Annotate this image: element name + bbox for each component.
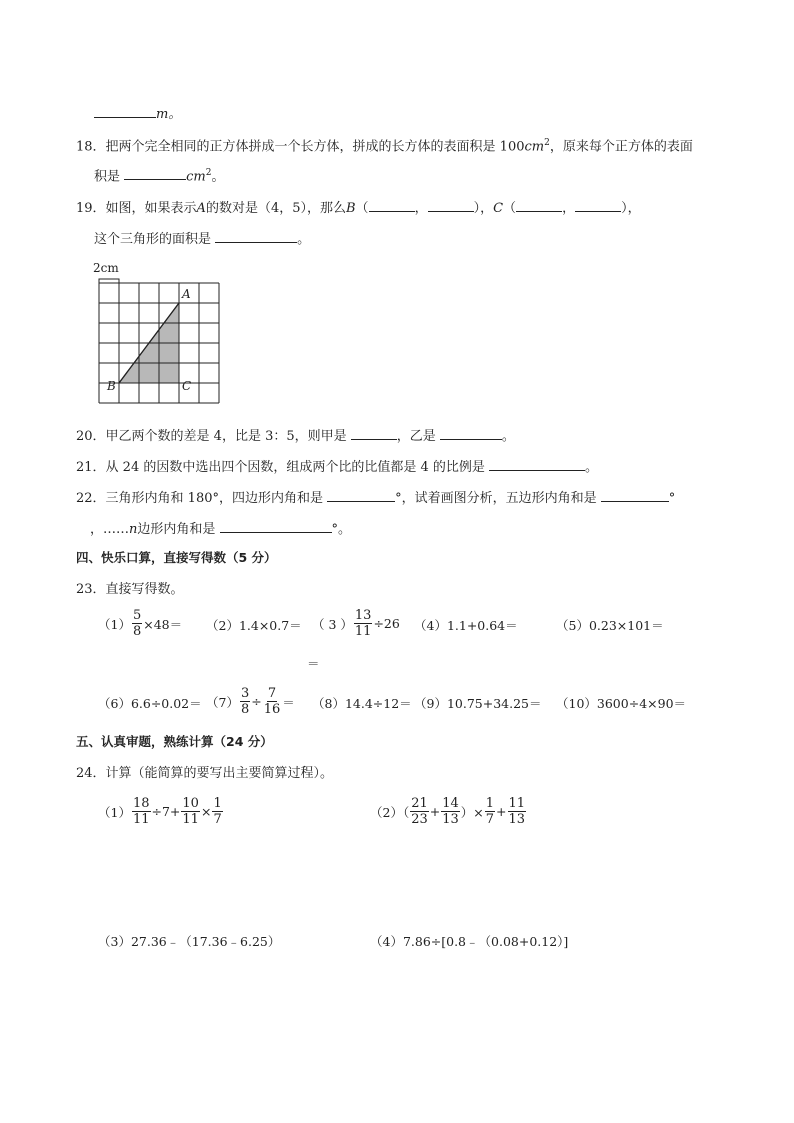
- answer-blank[interactable]: [351, 425, 397, 440]
- answer-blank[interactable]: [516, 197, 562, 212]
- grid-lines: [99, 283, 219, 403]
- question-22: 22．三角形内角和 180°，四边形内角和是 °，试着画图分析，五边形内角和是 °: [76, 487, 675, 508]
- fraction: $\frac{13}{11}$: [354, 608, 372, 639]
- calc-item-3-equals: ＝: [307, 656, 320, 671]
- calc-item-8: （8）14.4÷12＝: [312, 696, 412, 711]
- question-19: 19．如图，如果表示A的数对是（4，5），那么B（ ， ），C（ ， ），: [76, 197, 641, 218]
- answer-blank[interactable]: [124, 165, 186, 180]
- fraction: $\frac{10}{11}$: [182, 796, 199, 827]
- calc-item-1: （1） $\frac{5}{8}$ ×48＝: [98, 608, 183, 639]
- grid-figure: [90, 256, 230, 411]
- answer-blank[interactable]: [369, 197, 415, 212]
- fraction: $\frac{21}{23}$: [411, 796, 428, 827]
- question-18: 18．把两个完全相同的正方体拼成一个长方体，拼成的长方体的表面积是 $100cm^2$，原来每个正方体的表面: [76, 138, 693, 155]
- calc-item-3: （ 3 ） $\frac{13}{11}$ ÷26: [312, 608, 400, 639]
- calc-item-2: （2）1.4×0.7＝: [206, 618, 302, 633]
- fraction: $\frac{1}{7}$: [213, 796, 222, 827]
- answer-blank[interactable]: [440, 425, 502, 440]
- calc-problem-4: （4）7.86÷[0.8﹣（0.08+0.12）]: [370, 934, 569, 949]
- calc-item-10: （10）3600÷4×90＝: [556, 696, 687, 711]
- section-5-heading: 五、认真审题，熟练计算（24 分）: [76, 734, 273, 749]
- answer-blank[interactable]: [489, 456, 585, 471]
- answer-blank[interactable]: [220, 518, 332, 533]
- answer-blank[interactable]: [575, 197, 621, 212]
- question-24-title: 24．计算（能简算的要写出主要简算过程）。: [76, 766, 334, 781]
- fraction: $\frac{7}{16}$: [263, 686, 281, 717]
- section-4-heading: 四、快乐口算，直接写得数（5 分）: [76, 550, 277, 565]
- question-23-title: 23．直接写得数。: [76, 582, 184, 597]
- answer-blank[interactable]: [327, 487, 395, 502]
- answer-blank[interactable]: [428, 197, 474, 212]
- question-22-line2: ，……n边形内角和是 °。: [90, 518, 351, 539]
- point-a-label: A: [182, 287, 191, 301]
- answer-blank[interactable]: [215, 228, 297, 243]
- answer-blank[interactable]: [601, 487, 669, 502]
- q17-tail: m。: [94, 103, 181, 124]
- question-20: 20．甲乙两个数的差是 4，比是 3：5，则甲是 ，乙是 。: [76, 425, 515, 446]
- calc-problem-1: （1） $\frac{18}{11}$ ÷7+ $\frac{10}{11}$ × $\frac{1}{7}$: [98, 796, 222, 827]
- question-18-line2: 积是 $cm^2$。: [94, 164, 225, 186]
- fraction: $\frac{1}{7}$: [485, 796, 495, 827]
- question-19-line2: 这个三角形的面积是 。: [94, 228, 310, 249]
- scale-label: 2cm: [93, 261, 119, 275]
- fraction: $\frac{5}{8}$: [132, 608, 142, 639]
- point-b-label: B: [107, 379, 116, 393]
- calc-item-7: （7） $\frac{3}{8}$ ÷ $\frac{7}{16}$ ＝: [206, 686, 295, 717]
- fraction: $\frac{18}{11}$: [132, 796, 150, 827]
- fraction: $\frac{3}{8}$: [240, 686, 250, 717]
- calc-item-5: （5）0.23×101＝: [556, 618, 664, 633]
- calc-problem-2: （2）（ $\frac{21}{23}$ + $\frac{14}{13}$ ）× $\frac{1}{7}$ + $\frac{11}{13}$: [370, 796, 526, 827]
- question-21: 21．从 24 的因数中选出四个因数，组成两个比的比值都是 4 的比例是 。: [76, 456, 598, 477]
- calc-item-4: （4）1.1+0.64＝: [414, 618, 518, 633]
- answer-blank[interactable]: [94, 103, 156, 118]
- fraction: $\frac{14}{13}$: [442, 796, 459, 827]
- fraction: $\frac{11}{13}$: [508, 796, 526, 827]
- calc-problem-3: （3）27.36﹣（17.36﹣6.25）: [98, 934, 281, 949]
- point-c-label: C: [182, 379, 192, 393]
- calc-item-6: （6）6.6÷0.02＝: [98, 696, 202, 711]
- calc-item-9: （9）10.75+34.25＝: [414, 696, 542, 711]
